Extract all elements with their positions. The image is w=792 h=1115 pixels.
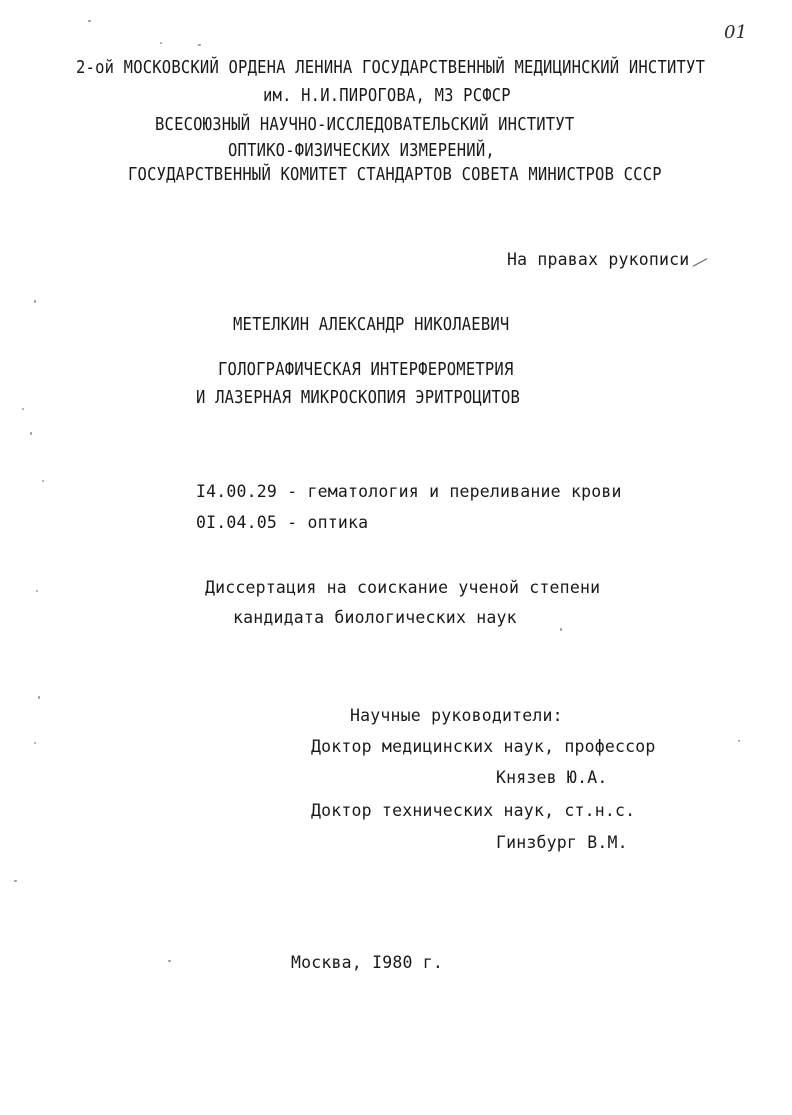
title-line-2: И ЛАЗЕРНАЯ МИКРОСКОПИЯ ЭРИТРОЦИТОВ	[196, 387, 521, 408]
supervisors-heading: Научные руководители:	[350, 706, 563, 725]
institution-line-2: им. Н.И.ПИРОГОВА, МЗ РСФСР	[263, 85, 511, 106]
scan-speck	[738, 740, 740, 742]
author-name: МЕТЕЛКИН АЛЕКСАНДР НИКОЛАЕВИЧ	[233, 314, 510, 335]
scan-speck	[168, 960, 171, 962]
scan-speck	[34, 742, 36, 744]
institution-line-5: ГОСУДАРСТВЕННЫЙ КОМИТЕТ СТАНДАРТОВ СОВЕТА МИНИСТРОВ СССР	[128, 164, 662, 185]
institution-line-4: ОПТИКО-ФИЗИЧЕСКИХ ИЗМЕРЕНИЙ,	[228, 140, 495, 161]
institution-line-1: 2-ой МОСКОВСКИЙ ОРДЕНА ЛЕНИНА ГОСУДАРСТВЕННЫЙ МЕДИЦИНСКИЙ ИНСТИТУТ	[76, 57, 706, 78]
degree-line-2: кандидата биологических наук	[233, 608, 517, 627]
scan-speck	[198, 44, 201, 46]
scan-speck	[22, 408, 24, 410]
scan-speck	[14, 880, 17, 882]
scan-speck	[160, 42, 162, 44]
scan-speck	[38, 696, 40, 699]
specialty-code-2: 0I.04.05 - оптика	[196, 513, 369, 532]
scan-speck	[88, 20, 91, 22]
place-and-year: Москва, I980 г.	[291, 953, 444, 972]
degree-line-1: Диссертация на соискание ученой степени	[205, 578, 601, 597]
scan-speck	[34, 300, 36, 303]
scan-speck	[36, 590, 38, 592]
manuscript-note: На правах рукописи	[507, 250, 690, 269]
institution-line-3: ВСЕСОЮЗНЫЙ НАУЧНО-ИССЛЕДОВАТЕЛЬСКИЙ ИНСТИТУТ	[155, 114, 575, 135]
supervisor-1-title: Доктор медицинских наук, профессор	[311, 737, 656, 756]
title-line-1: ГОЛОГРАФИЧЕСКАЯ ИНТЕРФЕРОМЕТРИЯ	[218, 359, 514, 380]
page-number: 01	[724, 22, 748, 43]
supervisor-2-name: Гинзбург В.М.	[496, 833, 628, 852]
scan-speck	[30, 432, 32, 435]
scan-speck	[560, 628, 562, 631]
pen-mark	[693, 258, 708, 266]
supervisor-2-title: Доктор технических наук, ст.н.с.	[311, 801, 636, 820]
supervisor-1-name: Князев Ю.А.	[496, 768, 608, 787]
scan-speck	[42, 480, 44, 482]
specialty-code-1: I4.00.29 - гематология и переливание крови	[196, 482, 622, 501]
